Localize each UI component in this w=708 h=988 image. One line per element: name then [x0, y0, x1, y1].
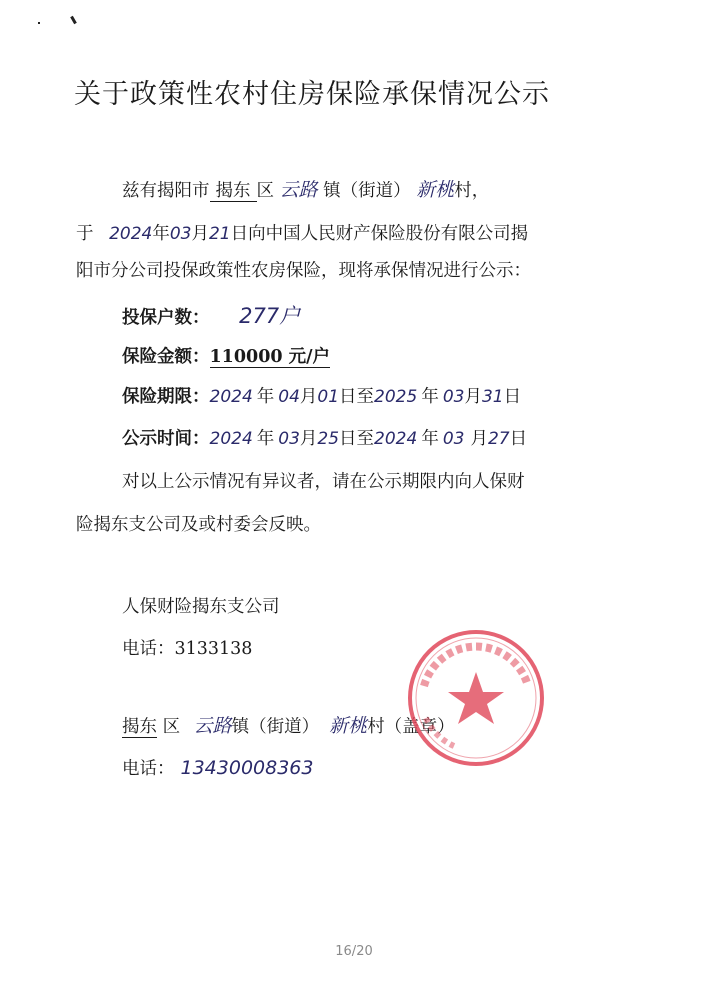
notice-time-row: 公示时间：2024 年 03月25日至2024 年 03 月27日	[122, 429, 528, 449]
company-name: 人保财险揭东支公司	[122, 597, 280, 617]
company-phone-value: 3133138	[174, 639, 253, 659]
objection-line-2: 险揭东支公司及或村委会反映。	[76, 515, 321, 535]
period-row: 保险期限：2024 年 04月01日至2025 年 03月31日	[122, 387, 522, 407]
signature-village-handwritten: 新桃	[329, 715, 368, 737]
period-label: 保险期限：	[122, 387, 210, 407]
households-row	[122, 303, 300, 331]
date-day-handwritten: 21	[208, 224, 231, 244]
date-month-handwritten: 03	[169, 224, 192, 244]
households-label: 投保户数：	[122, 308, 210, 328]
intro-line-1: 兹有揭阳市 揭东 区 云路 镇（街道） 新桃村，	[122, 179, 490, 201]
notice-time-label: 公示时间：	[122, 429, 210, 449]
amount-label: 保险金额：	[122, 347, 210, 367]
scan-speck	[70, 16, 77, 24]
date-year-handwritten: 2024	[109, 224, 153, 244]
signature-row: 揭东 区 云路镇（街道） 新桃村（盖章）	[122, 715, 455, 737]
village-handwritten: 新桃	[416, 179, 455, 201]
amount-row	[122, 344, 330, 370]
village-phone-handwritten: 13430008363	[180, 757, 314, 779]
town-handwritten: 云路	[279, 179, 318, 201]
company-phone-row: 电话：3133138	[122, 639, 253, 659]
official-seal-stamp	[404, 626, 548, 770]
signature-town-handwritten: 云路	[193, 715, 232, 737]
district-field: 揭东	[210, 181, 257, 202]
village-phone-row: 电话： 13430008363	[122, 757, 314, 779]
households-value-handwritten: 277户	[239, 304, 301, 328]
amount-value: 110000 元/户	[209, 347, 331, 367]
intro-line-3: 阳市分公司投保政策性农房保险，现将承保情况进行公示：	[76, 261, 531, 281]
viewer-footer	[0, 930, 708, 988]
intro-line-2: 于 2024年03月21日向中国人民财产保险股份有限公司揭	[76, 224, 529, 244]
scan-speck	[38, 22, 40, 24]
document-title: 关于政策性农村住房保险承保情况公示	[74, 79, 550, 110]
page-indicator: 16/20	[335, 944, 373, 959]
objection-line-1: 对以上公示情况有异议者，请在公示期限内向人保财	[122, 472, 525, 492]
